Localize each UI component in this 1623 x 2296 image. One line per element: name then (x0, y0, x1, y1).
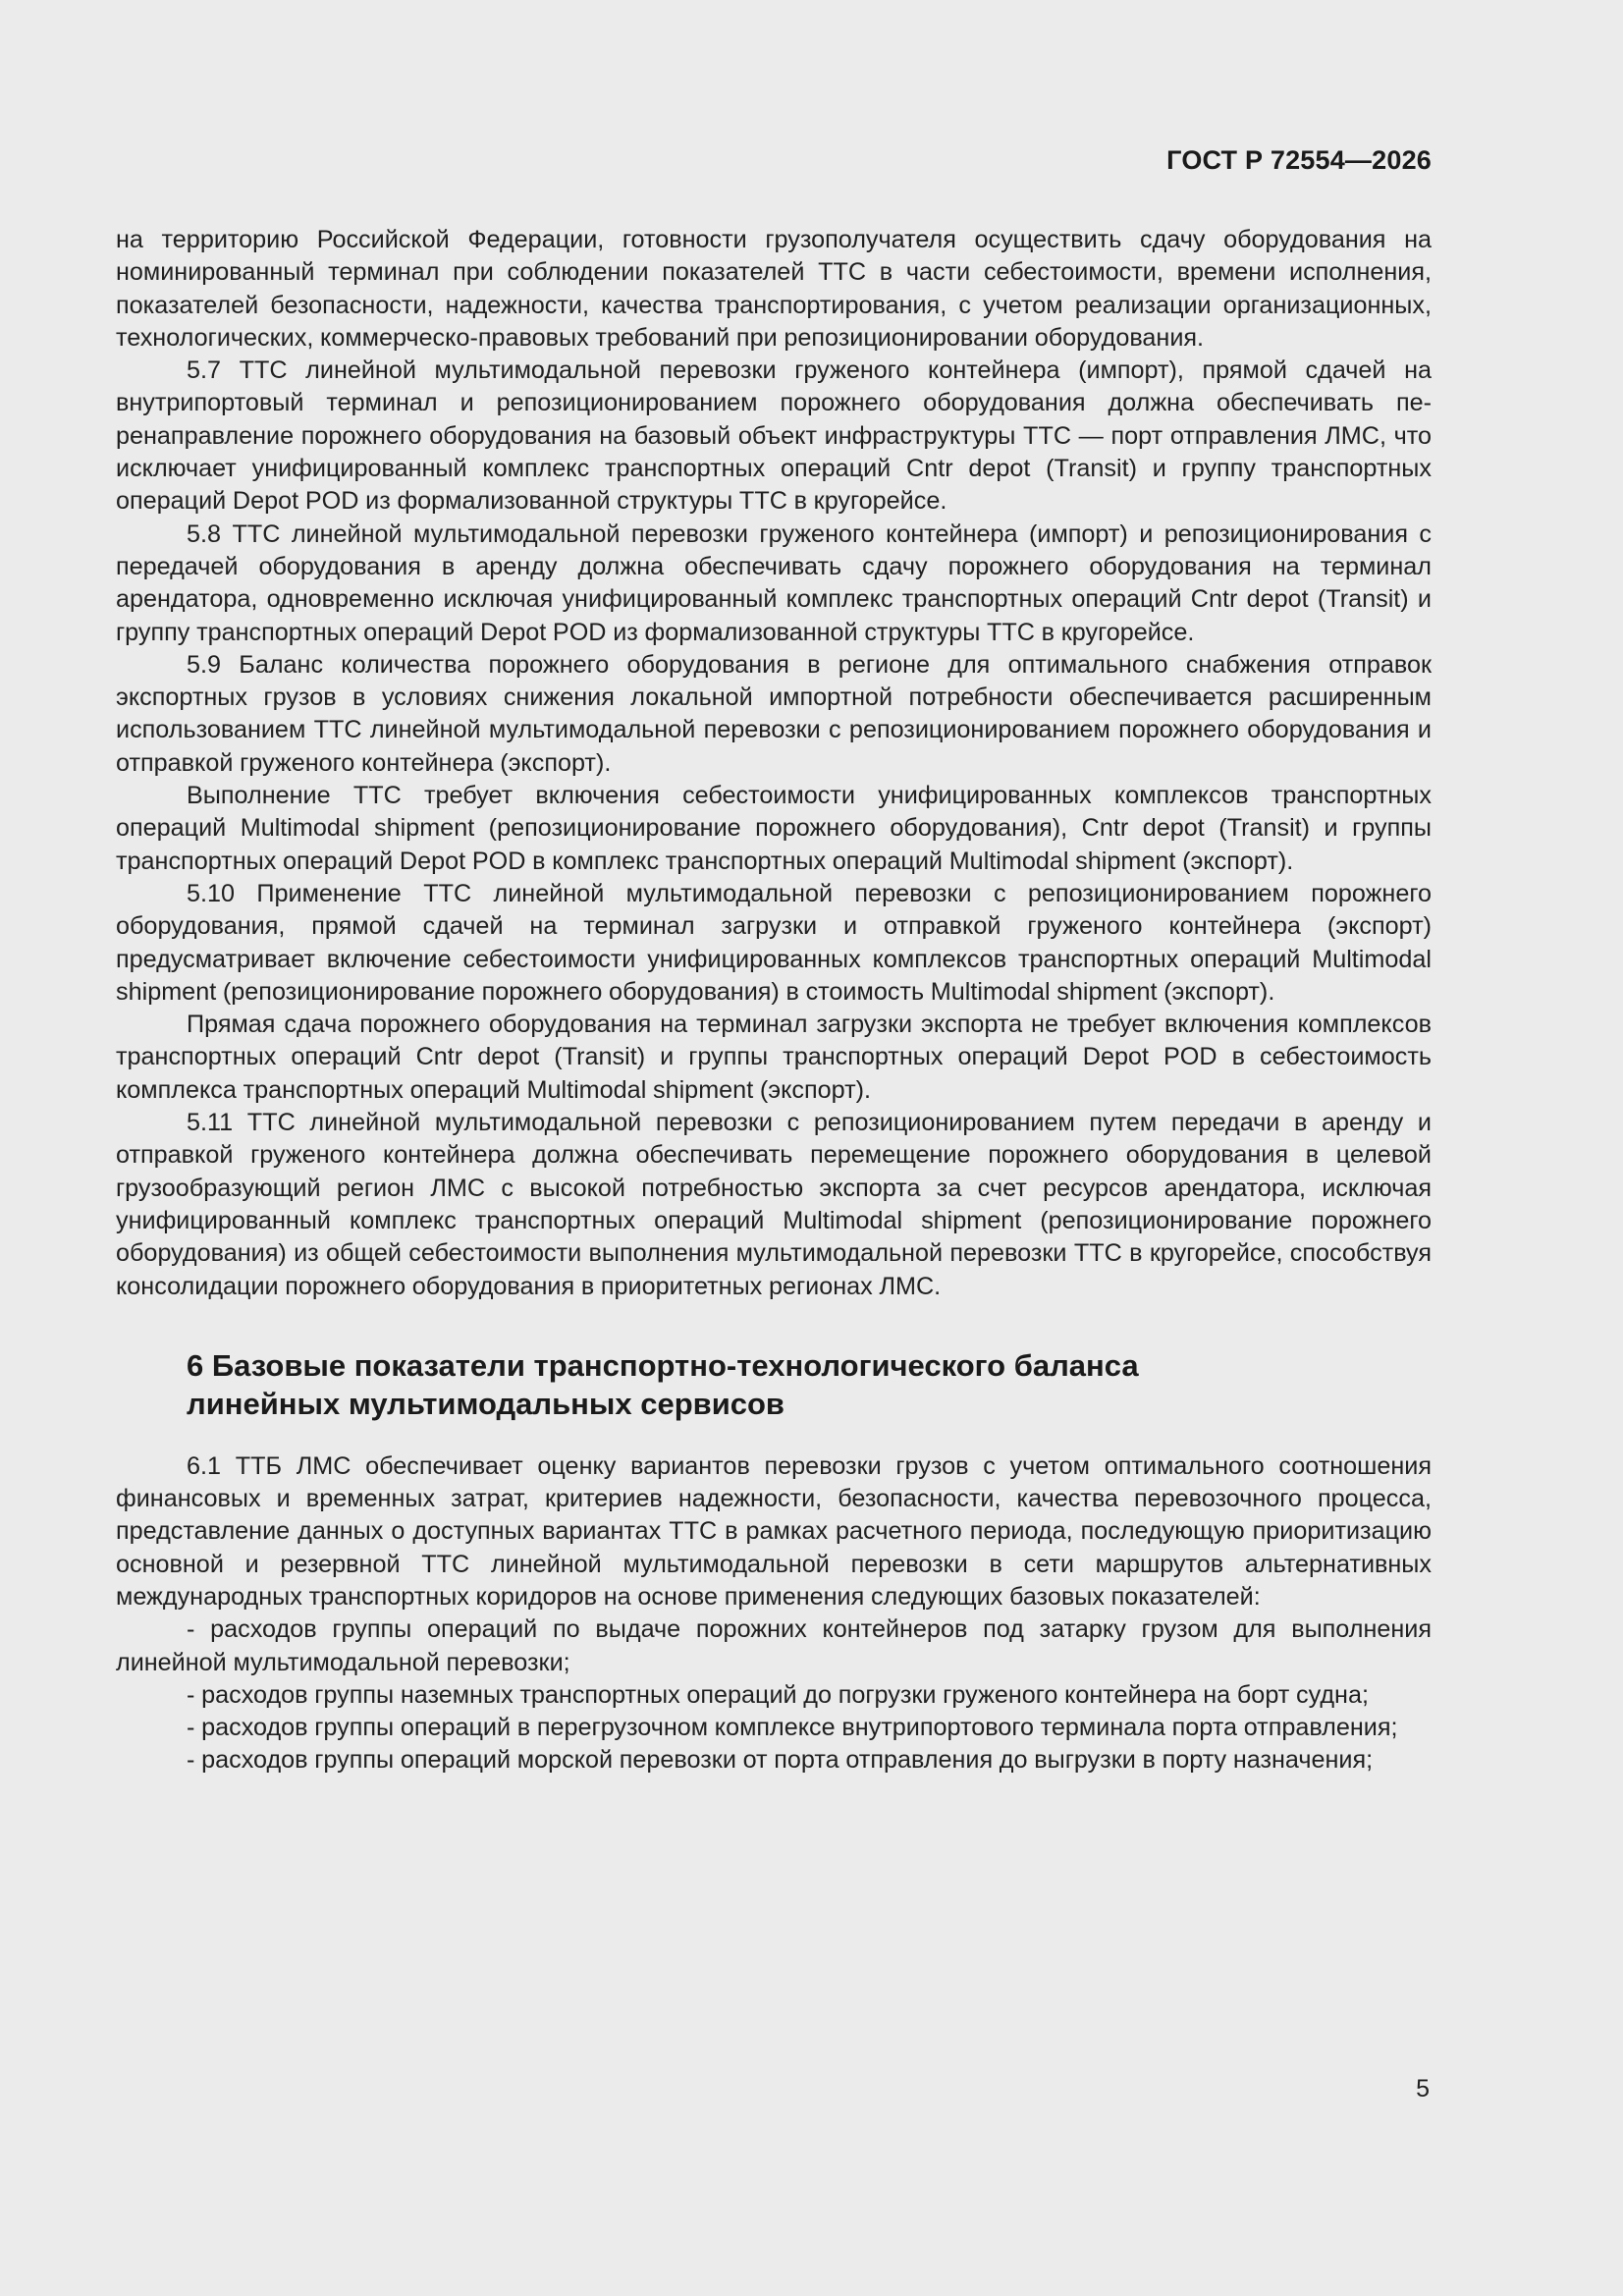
paragraph-5-9-execution: Выполнение ТТС требует включения себестоимости унифицированных комплексов транспортных операций Multimodal shipment (репозиционирование порожнего оборудования), Cntr depot (Transit) и группы транспортных операций Depot POD в комплекс транспортных операций Multimodal shipment (экспорт). (116, 782, 1432, 875)
paragraph-5-10-direct-delivery: Прямая сдача порожнего оборудования на терминал загрузки экспорта не требует включения комплексов транспортных операций Cntr depot (Transit) и группы транспортных операций Depot POD в себестоимость комплекса транспортных операций Multimodal shipment (экспорт). (116, 1011, 1432, 1104)
paragraph-5-8: 5.8 ТТС линейной мультимодальной перевозки груженого контейнера (импорт) и репозиционирования с передачей оборудования в аренду должна обеспечивать сдачу порожнего оборудования на терминал арендатора, одновременно исключая унифицированный комплекс транспортных операций Cntr depot (Transit) и группу транспортных операций Depot POD из формализованной структуры ТТС в кругорейсе. (116, 519, 1432, 646)
paragraph-continuation: на территорию Российской Федерации, готовности грузополучателя осуществить сдачу оборудования на номинированный терминал при соблюдении показателей ТТС в части себестоимости, времени исполнения, показателей безопасности, надежности, качества транспортирования, с учетом реализации организационных, технологических, коммерческо-правовых требований при репозиционировании оборудования. (116, 226, 1432, 352)
section-6-title-line-1: 6 Базовые показатели транспортно-технологического баланса (187, 1347, 1139, 1383)
paragraph-5-11: 5.11 ТТС линейной мультимодальной перевозки с репозиционированием путем передачи в аренду и отправкой груженого контейнера должна обеспечивать перемещение порожнего оборудования в целевой грузообразующий регион ЛМС с высокой потребностью экспорта за счет ресурсов арендатора, исключая унифицированный комплекс транспортных операций Multimodal shipment (репозиционирование порожнего оборудования) из общей себестоимости выполнения мультимодальной перевозки ТТС в кругорейсе, способствуя консолидации порожнего оборудования в приоритетных регионах ЛМС. (116, 1109, 1432, 1300)
list-item: - расходов группы операций по выдаче порожних контейнеров под затарку грузом для выполнения линейной мультимодальной перевозки; (116, 1615, 1432, 1676)
paragraph-6-1: 6.1 ТТБ ЛМС обеспечивает оценку вариантов перевозки грузов с учетом оптимального соотношения финансовых и временных затрат, критериев надежности, безопасности, качества перевозочного процесса, представление данных о доступных вариантах ТТС в рамках расчетного периода, последующую приоритизацию основной и резервной ТТС линейной мультимодальной перевозки в сети маршрутов альтернативных международных транспортных коридоров на основе применения следующих базовых показателей: (116, 1451, 1432, 1611)
document-code-header: ГОСТ Р 72554—2026 (1166, 145, 1432, 175)
paragraph-5-10: 5.10 Применение ТТС линейной мультимодальной перевозки с репозиционированием порожнего оборудования, прямой сдачей на терминал загрузки и отправкой груженого контейнера (экспорт) предусматривает включение себестоимости унифицированных комплексов транспортных операций Multimodal shipment (репозиционирование порожнего оборудования) в стоимость Multimodal shipment (экспорт). (116, 879, 1432, 1006)
list-item: - расходов группы операций в перегрузочном комплексе внутрипортового терминала порта отправления; (187, 1714, 1398, 1742)
list-item: - расходов группы наземных транспортных операций до погрузки груженого контейнера на борт судна; (187, 1680, 1369, 1709)
page-number: 5 (1416, 2075, 1430, 2103)
document-body (116, 224, 1432, 1777)
section-6-title (116, 1346, 1432, 1423)
paragraph-5-9: 5.9 Баланс количества порожнего оборудования в регионе для оптимального снабжения отправок экспортных грузов в условиях снижения локальной импортной потребности обеспечивается расширенным использованием ТТС линейной мультимодальной перевозки с репозиционированием порожнего оборудования и отправкой груженого контейнера (экспорт). (116, 650, 1432, 777)
paragraph-5-7: 5.7 ТТС линейной мультимодальной перевозки груженого контейнера (импорт), прямой сдачей на внутрипортовый терминал и репозиционированием порожнего оборудования должна обеспечивать перенаправление порожнего оборудования на базовый объект инфраструктуры ТТС — порт отправления ЛМС, что исключает унифицированный комплекс транспортных операций Cntr depot (Transit) и группу транспортных операций Depot POD из формализованной структуры ТТС в кругорейсе. (116, 356, 1432, 516)
section-6-title-line-2: линейных мультимодальных сервисов (187, 1386, 784, 1421)
list-item: - расходов группы операций морской перевозки от порта отправления до выгрузки в порту назначения; (187, 1746, 1374, 1775)
